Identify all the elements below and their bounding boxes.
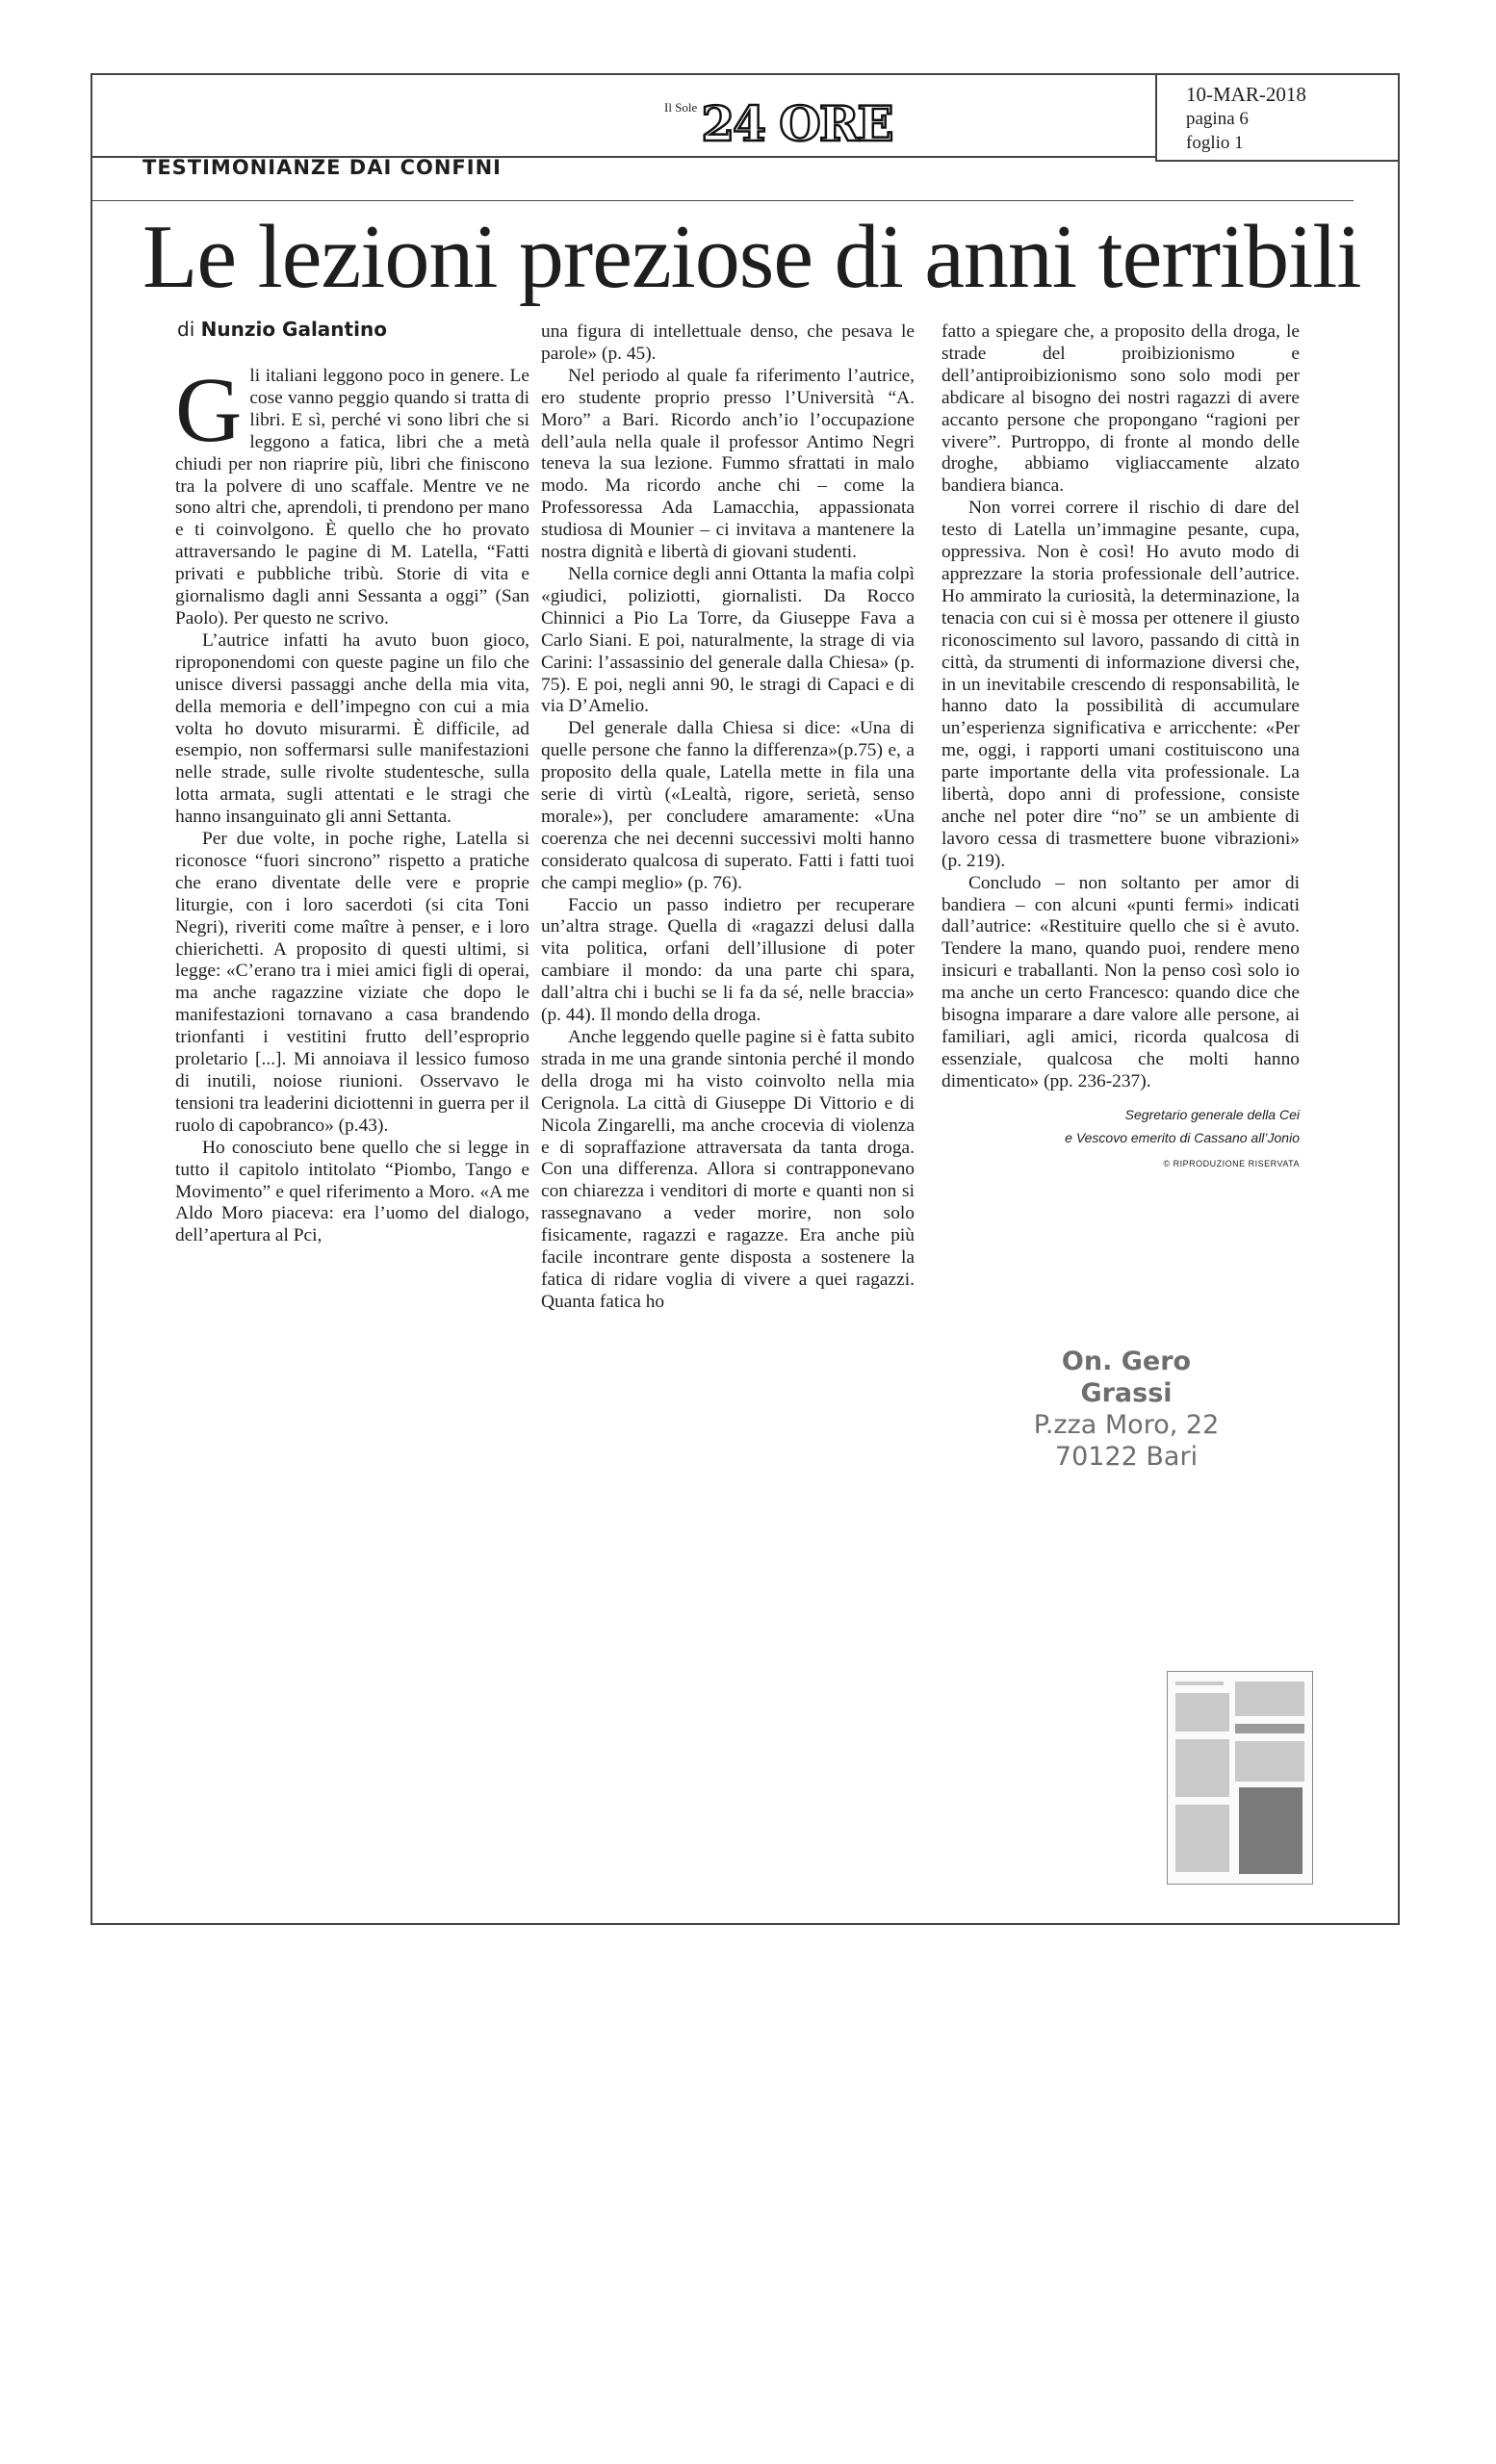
info-sheet: foglio 1 bbox=[1186, 133, 1244, 153]
info-box bbox=[1155, 73, 1400, 162]
paragraph: Non vorrei correre il rischio di dare del testo di Latella un’immagine pesante, cupa, oppressiva. Non è così! Ho avuto modo di apprezzare la storia professionale dell’autrice. Ho ammirato la curiosità, la determinazione, la tenacia con cui si è mossa per ottenere il giusto riconoscimento sul lavoro, passando di città in città, da strumenti di informazione diversi che, in un inevitabile crescendo di responsabilità, le hanno dato la possibilità di accumulare un’esperienza significativa e arricchente: «Per me, oggi, i rapporti umani costituiscono una parte importante della vita professionale. La libertà, dopo anni di professione, consiste anche nel poter dire “no” se un ambiente di lavoro cessa di trasmettere buone vibrazioni» (p. 219). bbox=[941, 498, 1300, 871]
paragraph: Concludo – non soltanto per amor di bandiera – con alcuni «punti fermi» indicati dall’autrice: «Restituire quello che si è avuto. Tendere la mano, quando puoi, rendere meno insicuri e traballanti. Non la penso così solo io ma anche un certo Francesco: quando dice che bisogna imparare a dare valore alle persone, ai familiari, agli amici, ricorda qualcosa di essenziale, qualcosa che molti hanno dimenticato» (pp. 236-237). bbox=[941, 872, 1300, 1091]
paragraph: Del generale dalla Chiesa si dice: «Una di quelle persone che fanno la differenza»(p.75) e, a proposito della quale, Latella mette in fila una serie di virtù («Lealtà, rigore, serietà, senso morale»), per concludere amaramente: «Una coerenza che nei decenni successivi molti hanno considerato qualcosa di superato. Fatti i fatti tuoi che campi meglio» (p. 76). bbox=[541, 718, 915, 893]
paragraph: Anche leggendo quelle pagine si è fatta subito strada in me una grande sintonia perché il mondo della droga mi ha visto coinvolto nella mia Cerignola. La città di Giuseppe Di Vittorio e di Nicola Zingarelli, ma anche crocevia di violenza e di sopraffazione attraversata da tanta droga. Con una differenza. Allora si contrapponevano con chiarezza i venditori di morte e quanti non si rassegnavano a veder morire, non solo fisicamente, ragazzi e ragazze. Era anche più facile incontrare gente disposta a sostenere la fatica di ridare voglia di vivere a quei ragazzi. Quanta fatica ho bbox=[541, 1027, 915, 1312]
paragraph: una figura di intellettuale denso, che pesava le parole» (p. 45). bbox=[541, 321, 915, 364]
thumbnail-image bbox=[1239, 1787, 1303, 1874]
paragraph: Faccio un passo indietro per recuperare un’altra strage. Quella di «ragazzi delusi dalla vita politica, orfani dell’illusione di poter cambiare il mondo: da una parte chi spara, dall’altra chi i buchi se li fa da sé, nelle braccia» (p. 44). Il mondo della droga. bbox=[541, 894, 915, 1026]
author-signature bbox=[941, 1103, 1300, 1149]
copyright-notice: © RIPRODUZIONE RISERVATA bbox=[1163, 1158, 1300, 1168]
headline: Le lezioni preziose di anni terribili bbox=[142, 207, 1361, 307]
thumbnail-block bbox=[1235, 1741, 1304, 1782]
article-column-3 bbox=[941, 321, 1300, 1175]
section-rule bbox=[90, 200, 1354, 201]
dropcap: G bbox=[175, 358, 243, 461]
thumbnail-headline bbox=[1235, 1724, 1304, 1733]
masthead-small-text: Il Sole bbox=[664, 100, 698, 115]
paragraph: Nel periodo al quale fa riferimento l’autrice, ero studente proprio presso l’Università “A. Moro” a Bari. Ricordo anch’io l’occupazione dell’aula nella quale il professor Antimo Negri teneva la sua lezione. Fummo sfrattati in malo modo. Ma ricordo anche chi – come la Professoressa Ada Lamacchia, appassionata studiosa di Mounier – ci invitava a mantenere la nostra dignità e libertà di giovani studenti. bbox=[541, 365, 915, 563]
info-date: 10-MAR-2018 bbox=[1186, 83, 1306, 106]
paragraph: L’autrice infatti ha avuto buon gioco, riproponendomi con queste pagine un filo che unisce diversi passaggi anche della mia vita, della memoria e dell’impegno con cui a mia volta ho dovuto misurarmi. È difficile, ad esempio, non soffermarsi sulle manifestazioni nelle strade, sulle rivolte studentesche, sulla lotta armata, sugli attentati e le stragi che hanno insanguinato gli anni Settanta. bbox=[175, 629, 529, 828]
masthead bbox=[664, 90, 892, 152]
thumbnail-line bbox=[1175, 1681, 1224, 1685]
thumbnail-block bbox=[1175, 1693, 1229, 1732]
paragraph: Nella cornice degli anni Ottanta la mafia colpì «giudici, poliziotti, giornalisti. Da Rocco Chinnici a Pio La Torre, da Giuseppe Fava a Carlo Siani. E poi, naturalmente, la strage di via Carini: l’assassinio del generale dalla Chiesa» (p. 75). E poi, negli anni 90, le stragi di Capaci e di via D’Amelio. bbox=[541, 563, 915, 717]
stamp-line-3: 70122 Bari bbox=[1054, 1442, 1199, 1472]
byline bbox=[177, 318, 387, 341]
article-column-2 bbox=[541, 321, 915, 1314]
info-page: pagina 6 bbox=[1186, 109, 1249, 129]
paragraph-text: li italiani leggono poco in genere. Le cose vanno peggio quando si tratta di libri. E sì, perché vi sono libri che si leggono a fatica, libri che a metà chiudi per non riaprire più, libri che finiscono tra la polvere di uno scaffale. Mentre ve ne sono altri che, aprendoli, ti prendono per mano e ti coinvolgono. È quello che ho provato attraversando le pagine di M. Latella, “Fatti privati e pubbliche tribù. Storie di vita e giornalismo dagli anni Sessanta a oggi” (San Paolo). Per questo ne scrivo. bbox=[175, 366, 529, 629]
paragraph: Ho conosciuto bene quello che si legge in tutto il capitolo intitolato “Piombo, Tango e Movimento” e quel riferimento a Moro. «A me Aldo Moro piaceva: era l’uomo del dialogo, dell’apertura al Pci, bbox=[175, 1137, 529, 1246]
byline-prefix: di bbox=[177, 318, 195, 341]
signature-line-2: e Vescovo emerito di Cassano all’Jonio bbox=[1065, 1129, 1300, 1145]
stamp-line-1: On. Gero Grassi bbox=[1061, 1347, 1192, 1408]
address-stamp bbox=[1020, 1346, 1232, 1473]
thumbnail-block bbox=[1235, 1681, 1304, 1716]
thumbnail-block bbox=[1175, 1805, 1229, 1872]
paragraph: Per due volte, in poche righe, Latella si riconosce “fuori sincrono” rispetto a pratiche che erano diventate delle vere e proprie liturgie, con i loro sacerdoti (si cita Toni Negri), riveriti come maître à penser, e i loro chierichetti. A proposito di questi ultimi, si legge: «C’erano tra i miei amici figli di operai, ma anche ragazzine viziate che dopo le manifestazioni tornavano a casa brandendo trionfanti i vestitini frutto dell’esproprio proletario [...]. Mi annoiava il lessico fumoso di inutili, noiose riunioni. Osservavo le tensioni tra leaderini diciottenni in guerra per il ruolo di capobranco» (p.43). bbox=[175, 829, 529, 1136]
paragraph: fatto a spiegare che, a proposito della droga, le strade del proibizionismo e dell’antiproibizionismo sono solo modi per abdicare al bisogno dei nostri ragazzi di avere accanto persone che propongano “ragioni per vivere”. Purtroppo, di fronte al mondo delle droghe, abbiamo vigliaccamente alzato bandiera bianca. bbox=[941, 321, 1300, 497]
article-column-1 bbox=[175, 358, 529, 1247]
thumbnail-block bbox=[1175, 1739, 1229, 1797]
paragraph bbox=[175, 358, 529, 630]
page-thumbnail bbox=[1167, 1671, 1313, 1885]
stamp-line-2: P.zza Moro, 22 bbox=[1033, 1410, 1220, 1440]
masthead-logo: 24 ORE bbox=[701, 95, 892, 152]
section-label: TESTIMONIANZE DAI CONFINI bbox=[142, 156, 502, 179]
byline-author: Nunzio Galantino bbox=[200, 318, 387, 341]
signature-line-1: Segretario generale della Cei bbox=[1124, 1106, 1300, 1122]
